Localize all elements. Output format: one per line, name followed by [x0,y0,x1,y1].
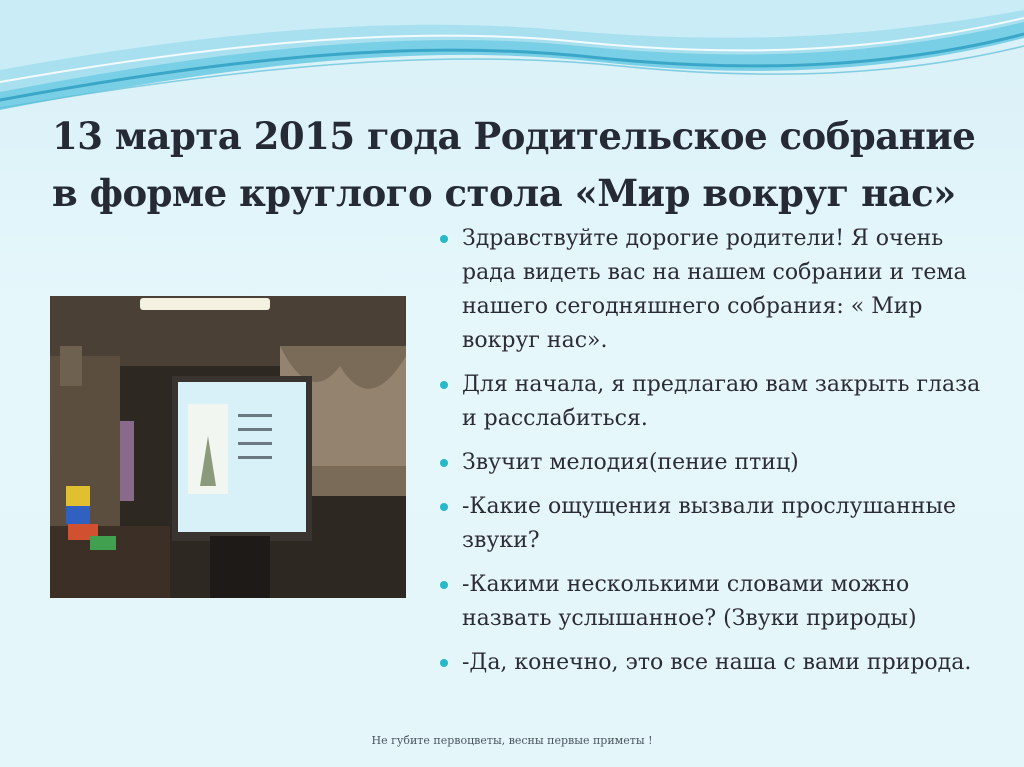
wave-header-decoration [0,0,1024,120]
slide-footer: Не губите первоцветы, весны первые приметы ! [371,734,653,747]
bullet-text: Звучит мелодия(пение птиц) [462,450,799,475]
bullet-text: -Какие ощущения вызвали прослушанные звуки? [462,494,957,553]
bullet-list [438,222,998,690]
classroom-photo [50,296,406,598]
slide-title: 13 марта 2015 года Родительское собрание в форме круглого стола «Мир вокруг нас» [52,114,976,215]
bullet-text: Для начала, я предлагаю вам закрыть глаза и расслабиться. [462,372,981,431]
bullet-item [438,446,998,480]
bullet-text: Здравствуйте дорогие родители! Я очень рада видеть вас на нашем собрании и тема нашего сегодняшнего собрания: « Мир вокруг нас». [462,226,967,353]
bullet-dot-icon [440,659,448,667]
bullet-dot-icon [440,503,448,511]
bullet-dot-icon [440,459,448,467]
bullet-dot-icon [440,581,448,589]
bullet-text: -Да, конечно, это все наша с вами природа. [462,650,972,675]
bullet-dot-icon [440,235,448,243]
bullet-item [438,490,998,558]
bullet-item [438,568,998,636]
bullet-item [438,222,998,358]
bullet-item [438,646,998,680]
bullet-text: -Какими несколькими словами можно назвать услышанное? (Звуки природы) [462,572,917,631]
bullet-dot-icon [440,381,448,389]
bullet-item [438,368,998,436]
